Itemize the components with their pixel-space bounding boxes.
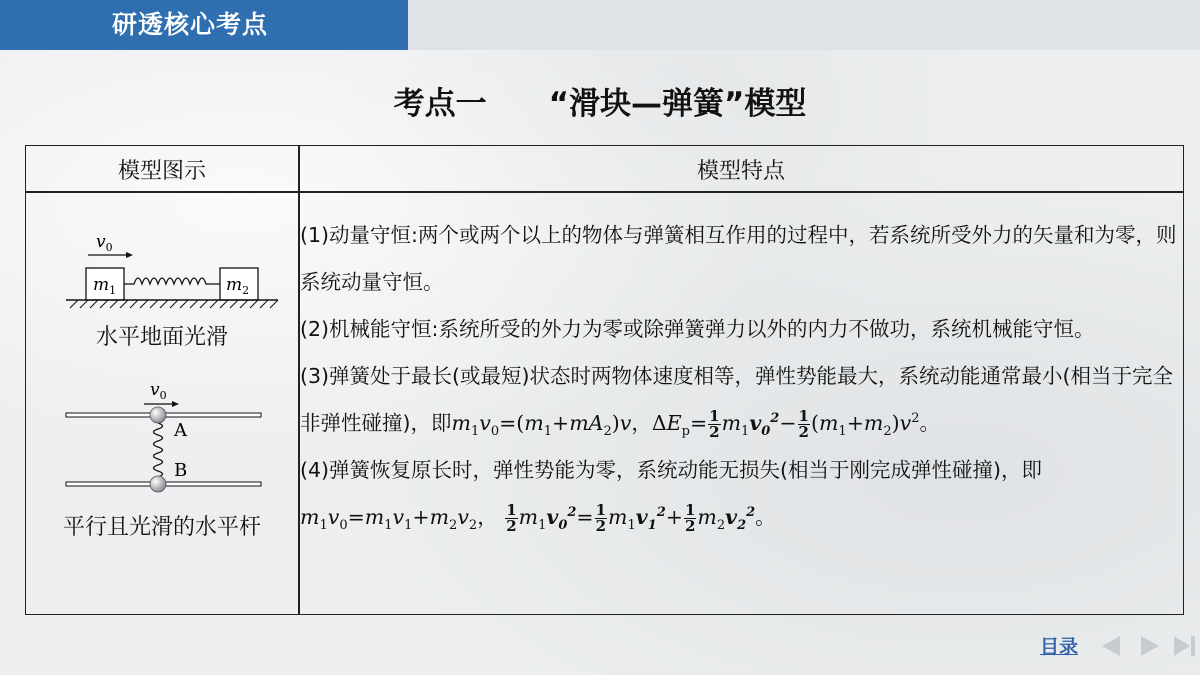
- label-a: A: [174, 420, 187, 441]
- page-title: 考点一 “滑块—弹簧”模型: [393, 86, 807, 122]
- ball-a: [150, 407, 166, 423]
- point-mechanical-energy: (2)机械能守恒:系统所受的外力为零或除弹簧弹力以外的内力不做功，系统机械能守恒。: [300, 317, 1095, 341]
- arrowhead-icon: [172, 401, 179, 407]
- point-max-compression: (3)弹簧处于最长(或最短)状态时两物体速度相等，弹性势能最大，系统动能通常最小(相当于完全非弹性碰撞)，即$m_1v_0=(m_1+mA_2)v$，$\Delta E_p=$ $\frac{1}{2}$ $m_1v_0^2-$ $\frac{1}{2}$ $(m_1+m_2)v^2$。: [300, 364, 1174, 441]
- toc-link[interactable]: 目录: [1040, 636, 1079, 658]
- header-model-features: 模型特点: [696, 159, 785, 184]
- model-table: [25, 145, 1184, 615]
- next-triangle-icon[interactable]: [1135, 632, 1163, 660]
- point-momentum: (1)动量守恒:两个或两个以上的物体与弹簧相互作用的过程中，若系统所受外力的矢量和为零，则系统动量守恒。: [300, 223, 1177, 294]
- ground-hatch-icon: [70, 300, 278, 308]
- top-diagram-caption: 水平地面光滑: [95, 325, 228, 350]
- spring-icon: [124, 278, 220, 284]
- svg-text:v0: $v_0$: [150, 380, 167, 402]
- model-features-text: [300, 212, 1182, 541]
- ball-b: [150, 476, 166, 492]
- last-page-icon[interactable]: [1170, 632, 1198, 660]
- point-natural-length: (4)弹簧恢复原长时，弹性势能为零，系统动能无损失(相当于刚完成弹性碰撞)，即$m_1v_0=m_1v_1+m_2v_2$， $\frac{1}{2}$ $m_1v_0^2=$ $\frac{1}{2}$ $m_1v_1^2+$ $\frac{1}{2}$ $m_2v_2^2$。: [300, 458, 1043, 535]
- velocity-label: $v_0$: [96, 232, 113, 254]
- spring-icon: [154, 423, 163, 477]
- bottom-diagram-caption: 平行且光滑的水平杆: [62, 515, 261, 540]
- header-model-diagram: 模型图示: [117, 159, 206, 184]
- ball-spring-rods-diagram: [26, 372, 298, 512]
- svg-text:m1: $m_1$: [93, 275, 117, 297]
- label-b: B: [174, 460, 188, 481]
- prev-triangle-icon[interactable]: [1098, 632, 1126, 660]
- arrowhead-icon: [126, 252, 133, 258]
- svg-text:m2: $m_2$: [226, 275, 250, 297]
- section-label: 研透核心考点: [0, 0, 408, 50]
- diagram-column: [26, 192, 298, 612]
